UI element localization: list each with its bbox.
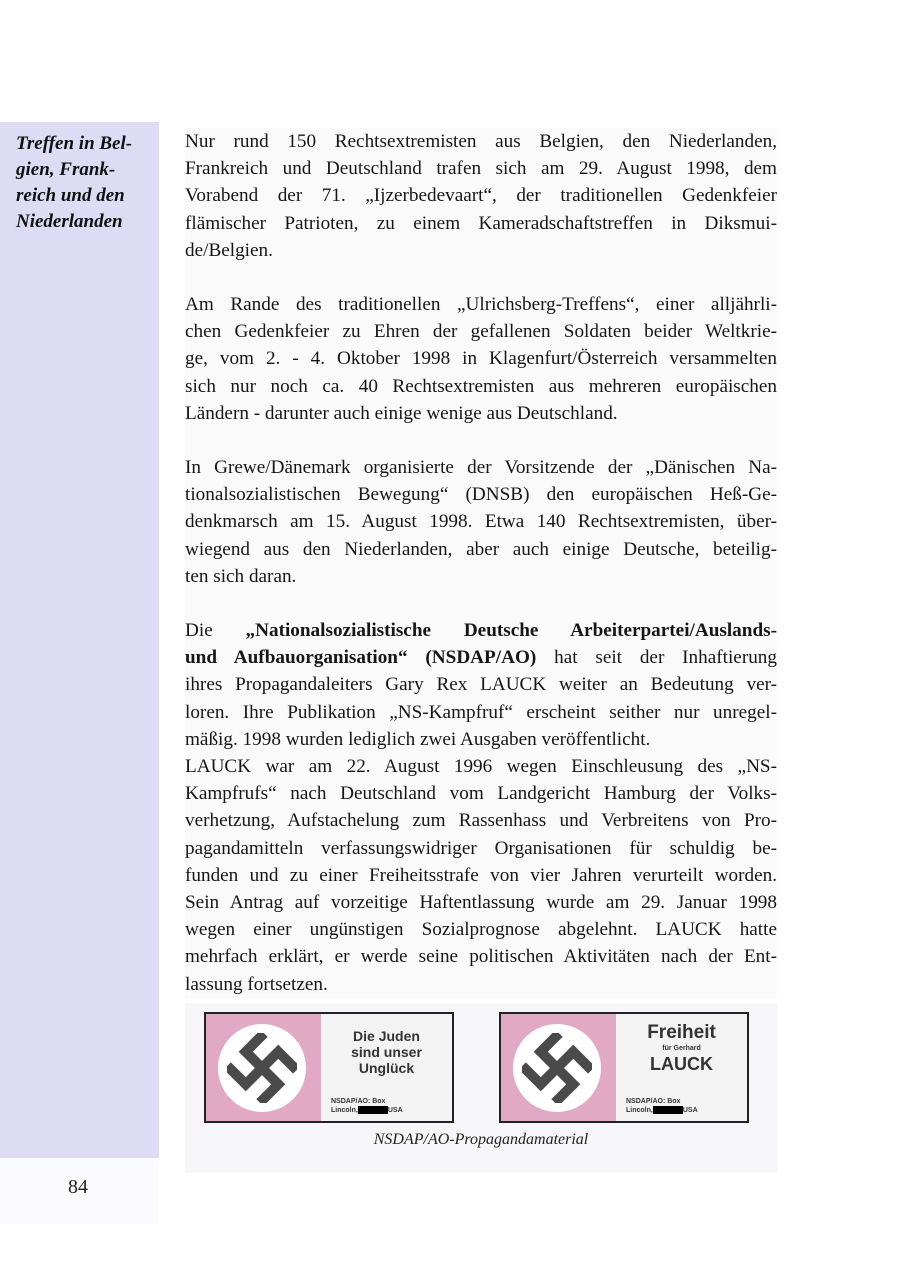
swastika-icon	[218, 1024, 306, 1112]
margin-note-heading	[16, 131, 154, 235]
address-city: Lincoln,	[626, 1107, 653, 1114]
text-line	[185, 617, 777, 644]
text-line: ten sich daran.	[185, 565, 297, 587]
margin-note-line: reich und den	[16, 185, 125, 206]
sticker-text-panel	[616, 1014, 747, 1121]
propaganda-sticker-left	[204, 1012, 454, 1123]
text-line: Nur rund 150 Rechtsextremisten aus Belgien, den Niederlanden,	[185, 131, 777, 152]
text-line: wiegend aus den Niederlanden, aber auch einige Deutsche, beteilig-	[185, 538, 777, 560]
margin-note-line: gien, Frank-	[16, 159, 116, 180]
text-line: In Grewe/Dänemark organisierte der Vorsitzende der „Dänischen Na-	[185, 457, 777, 479]
text-line: mäßig. 1998 wurden lediglich zwei Ausgaben veröffentlicht.	[185, 728, 651, 750]
text-line: funden und zu einer Freiheitsstrafe von vier Jahren verurteilt worden.	[185, 864, 777, 886]
text-line: ihres Propagandaleiters Gary Rex LAUCK weiter an Bedeutung ver-	[185, 674, 777, 696]
text-run: Die	[185, 620, 246, 642]
text-line: LAUCK war am 22. August 1996 wegen Einschleusung des „NS-	[185, 756, 777, 778]
figure-caption: NSDAP/AO-Propagandamaterial	[373, 1131, 589, 1148]
address-country: USA	[682, 1107, 698, 1114]
organization-name: und Aufbauorganisation“ (NSDAP/AO)	[185, 647, 537, 669]
margin-sidebar	[0, 122, 159, 1158]
sticker-subline: für Gerhard	[662, 1045, 701, 1052]
paragraph-ulrichsberg	[185, 291, 777, 427]
text-line: loren. Ihre Publikation „NS-Kampfruf“ erscheint seither nur unregel-	[185, 701, 777, 723]
sticker-slogan-line: Die Juden	[353, 1028, 420, 1044]
text-line: mehrfach erklärt, er werde seine politischen Aktivitäten nach der Ent-	[185, 946, 777, 968]
sticker-address-line: NSDAP/AO: Box	[331, 1098, 386, 1105]
text-line: Kampfrufs“ nach Deutschland vom Landgericht Hamburg der Volks-	[185, 783, 777, 805]
text-line: sich nur noch ca. 40 Rechtsextremisten aus mehreren europäischen	[185, 375, 777, 397]
sticker-address-line: NSDAP/AO: Box	[626, 1098, 681, 1105]
swastika-icon	[513, 1024, 601, 1112]
redaction-bar	[653, 1106, 683, 1114]
redaction-bar	[358, 1106, 388, 1114]
sticker-address-line	[331, 1106, 446, 1115]
text-line	[185, 644, 777, 671]
text-line: Frankreich und Deutschland trafen sich am 29. August 1998, dem	[185, 158, 777, 180]
sticker-slogan-line: sind unser	[351, 1044, 422, 1060]
sticker-text-panel	[321, 1014, 452, 1121]
text-line: Sein Antrag auf vorzeitige Haftentlassung wurde am 29. Januar 1998	[185, 892, 777, 914]
text-line: flämischer Patrioten, zu einem Kameradschaftstreffen in Diksmui-	[185, 212, 777, 234]
address-country: USA	[387, 1107, 403, 1114]
text-line: tionalsozialistischen Bewegung“ (DNSB) den europäischen Heß-Ge-	[185, 484, 777, 506]
organization-name: „Nationalsozialistische Deutsche Arbeiterpartei/Auslands-	[245, 620, 777, 642]
paragraph-ijzerbedevaart	[185, 128, 777, 264]
text-line: Ländern - darunter auch einige wenige aus Deutschland.	[185, 402, 618, 424]
sticker-name: LAUCK	[650, 1054, 713, 1074]
text-line: Am Rande des traditionellen „Ulrichsberg-Treffens“, einer alljährli-	[185, 294, 777, 316]
paragraph-nsdap-ao	[185, 617, 777, 753]
sticker-headline: Freiheit	[647, 1022, 716, 1043]
body-text	[185, 128, 777, 998]
page-number: 84	[68, 1176, 88, 1198]
margin-note-line: Treffen in Bel-	[16, 133, 133, 154]
text-line: lassung fortsetzen.	[185, 973, 328, 995]
sticker-slogan-line: Unglück	[358, 1060, 415, 1076]
sticker-address	[331, 1097, 446, 1115]
text-line: pagandamitteln verfassungswidriger Organisationen für schuldig be-	[185, 837, 777, 859]
text-line: verhetzung, Aufstachelung zum Rassenhass und Verbreitens von Pro-	[185, 810, 777, 832]
text-line: Vorabend der 71. „Ijzerbedevaart“, der traditionellen Gedenkfeier	[185, 185, 777, 207]
text-line: ge, vom 2. - 4. Oktober 1998 in Klagenfurt/Österreich versammelten	[185, 348, 777, 370]
text-line: de/Belgien.	[185, 239, 273, 261]
text-line: denkmarsch am 15. August 1998. Etwa 140 Rechtsextremisten, über-	[185, 511, 777, 533]
sticker-address-line	[626, 1106, 741, 1115]
sticker-address	[626, 1097, 741, 1115]
paragraph-grewe	[185, 454, 777, 590]
margin-note-line: Niederlanden	[16, 211, 123, 232]
propaganda-sticker-right	[499, 1012, 749, 1123]
address-city: Lincoln,	[331, 1107, 358, 1114]
text-line: wegen einer ungünstigen Sozialprognose abgelehnt. LAUCK hatte	[185, 919, 777, 941]
text-run: hat seit der Inhaftierung	[536, 647, 777, 669]
paragraph-lauck	[185, 753, 777, 998]
text-line: chen Gedenkfeier zu Ehren der gefallenen Soldaten beider Weltkrie-	[185, 321, 777, 343]
